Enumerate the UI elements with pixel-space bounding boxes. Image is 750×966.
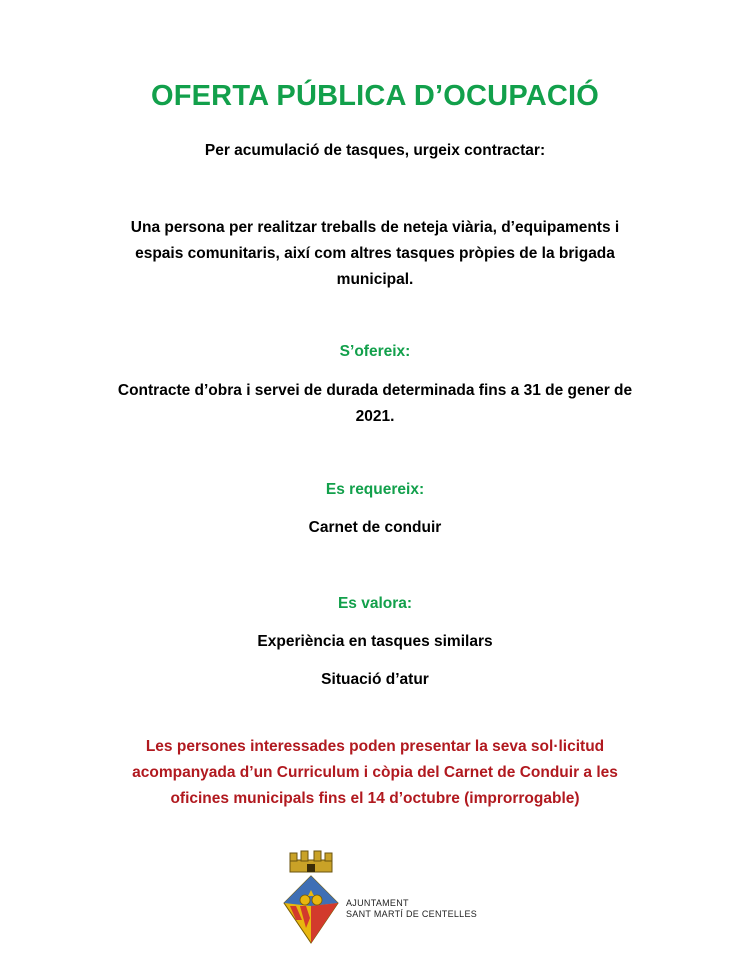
logo-line-1: AJUNTAMENT <box>346 898 409 908</box>
offer-heading: S’ofereix: <box>339 343 411 360</box>
application-notice: Les persones interessades poden presentar la seva sol·licitud acompanyada d’un Curriculum i còpia del Carnet de Conduir a les oficines municipals fins el 14 d’octubre (improrrogable) <box>132 738 618 807</box>
valued-item: Situació d’atur <box>321 671 429 688</box>
requirement-item: Carnet de conduir <box>308 519 442 536</box>
coat-of-arms-icon <box>276 848 346 948</box>
page-title: OFERTA PÚBLICA D’OCUPACIÓ <box>150 80 600 112</box>
valued-item: Experiència en tasques similars <box>257 633 493 650</box>
job-description: Una persona per realitzar treballs de neteja viària, d’equipaments i espais comunitaris, així com altres tasques pròpies de la brigada municipal. <box>130 219 620 288</box>
valued-heading: Es valora: <box>337 595 413 612</box>
intro-text: Per acumulació de tasques, urgeix contractar: <box>204 142 546 159</box>
requirements-heading: Es requereix: <box>325 481 425 498</box>
offer-text: Contracte d’obra i servei de durada determinada fins a 31 de gener de 2021. <box>117 382 633 425</box>
municipal-logo <box>276 848 476 948</box>
logo-line-2: SANT MARTÍ DE CENTELLES <box>346 909 478 919</box>
logo-caption <box>346 898 477 920</box>
